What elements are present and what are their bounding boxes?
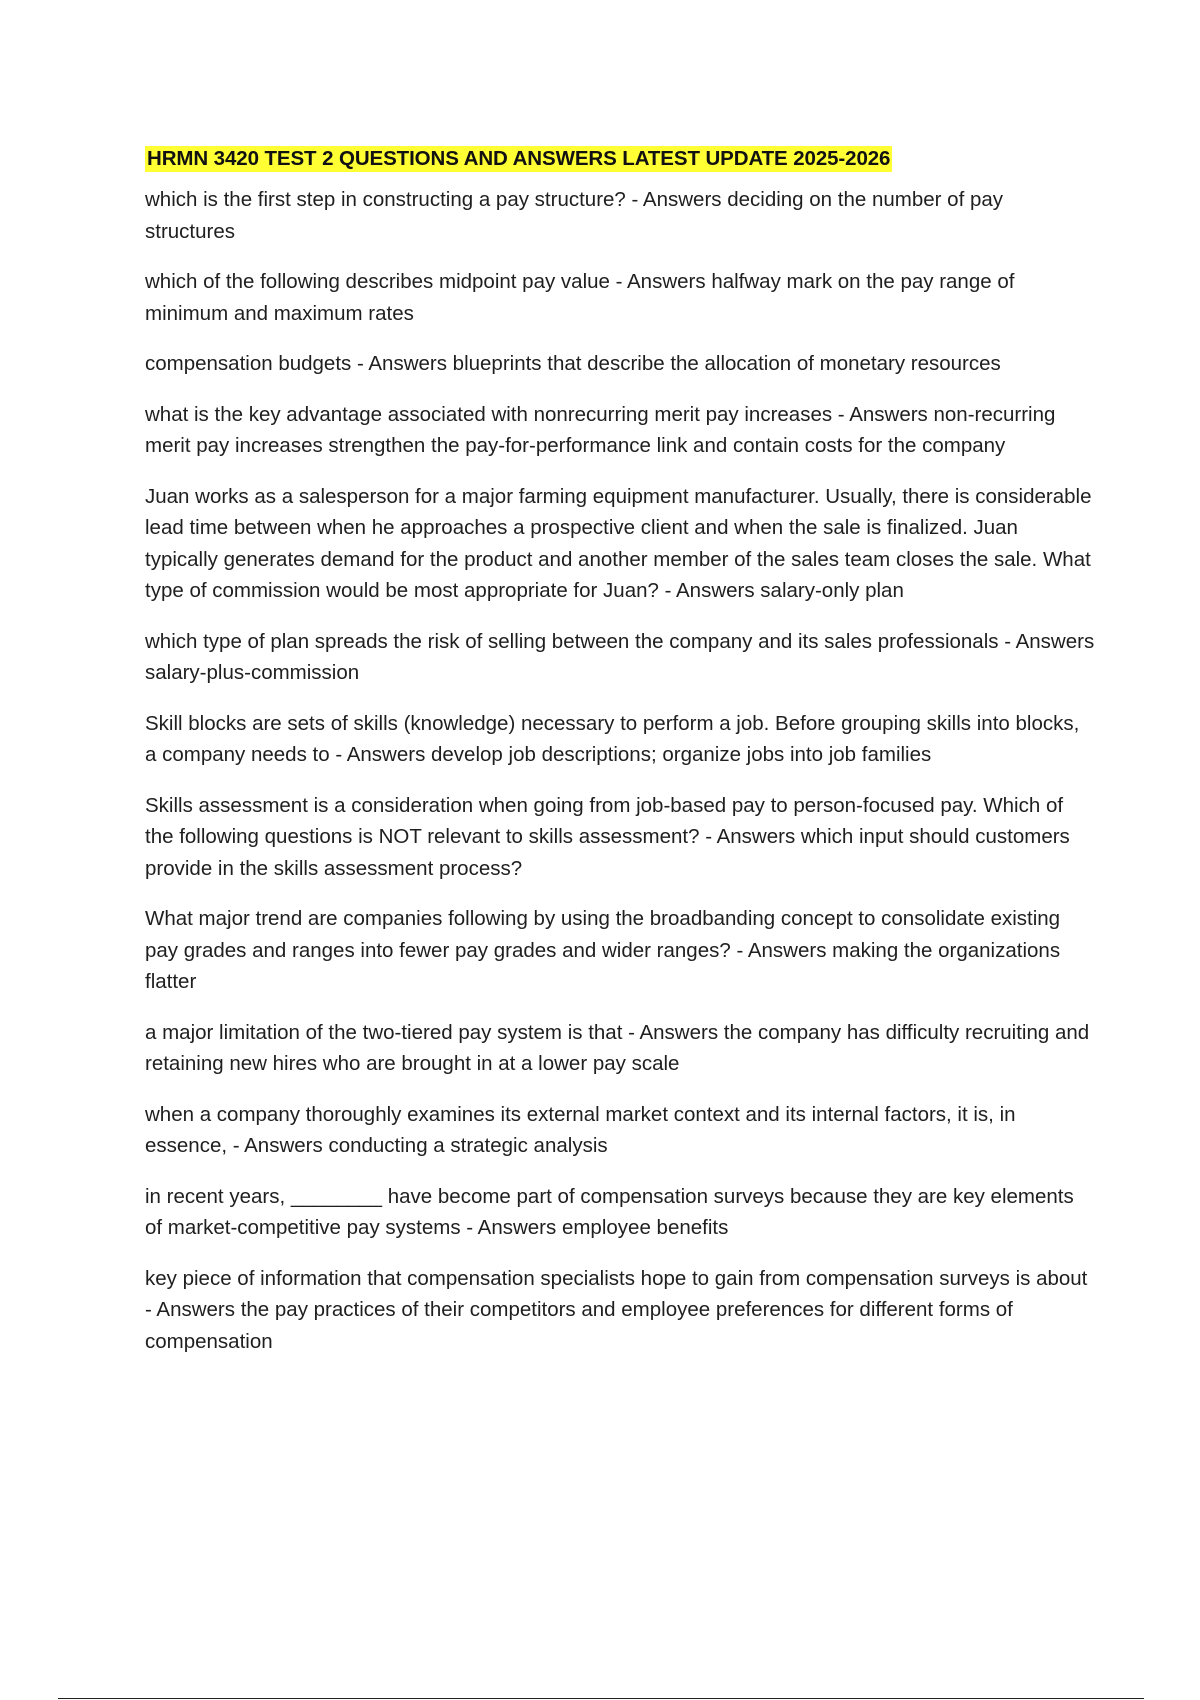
qa-item: Skills assessment is a consideration when going from job-based pay to person-focused pay. Which of the following questions is NOT relevant to skills assessment? - Answers which input should customers provide in the skills assessment process? <box>145 793 1070 880</box>
qa-item: which type of plan spreads the risk of selling between the company and its sales professionals - Answers salary-plus-commission <box>145 629 1095 684</box>
qa-item: which of the following describes midpoint pay value - Answers halfway mark on the pay range of minimum and maximum rates <box>145 270 1015 325</box>
qa-item: Juan works as a salesperson for a major farming equipment manufacturer. Usually, there is considerable lead time between when he approaches a prospective client and when the sale is finalized. Juan typically generates demand for the product and another member of the sales team closes the sale. What type of commission would be most appropriate for Juan? - Answers salary-only plan <box>145 484 1092 602</box>
qa-item: when a company thoroughly examines its external market context and its internal factors, it is, in essence, - Answers conducting a strategic analysis <box>145 1102 1016 1157</box>
qa-item: which is the first step in constructing a pay structure? - Answers deciding on the number of pay structures <box>145 188 1004 243</box>
qa-item: a major limitation of the two-tiered pay system is that - Answers the company has difficulty recruiting and retaining new hires who are brought in at a lower pay scale <box>145 1020 1090 1075</box>
qa-item: what is the key advantage associated with nonrecurring merit pay increases - Answers non-recurring merit pay increases strengthen the pay-for-performance link and contain costs for the company <box>145 402 1056 457</box>
document-title: HRMN 3420 TEST 2 QUESTIONS AND ANSWERS LATEST UPDATE 2025-2026 <box>147 147 891 170</box>
qa-item: What major trend are companies following by using the broadbanding concept to consolidate existing pay grades and ranges into fewer pay grades and wider ranges? - Answers making the organizations flatter <box>145 907 1061 993</box>
qa-item: Skill blocks are sets of skills (knowledge) necessary to perform a job. Before grouping skills into blocks, a company needs to - Answers develop job descriptions; organize jobs into job families <box>145 711 1080 766</box>
qa-item: in recent years, ________ have become part of compensation surveys because they are key elements of market-competitive pay systems - Answers employee benefits <box>145 1184 1074 1239</box>
footer-divider <box>58 1698 1144 1699</box>
qa-item: key piece of information that compensation specialists hope to gain from compensation surveys is about - Answers the pay practices of their competitors and employee preferences for different forms of compensation <box>145 1266 1088 1353</box>
qa-item: compensation budgets - Answers blueprints that describe the allocation of monetary resources <box>145 352 1001 375</box>
document-body <box>145 146 1095 1376</box>
